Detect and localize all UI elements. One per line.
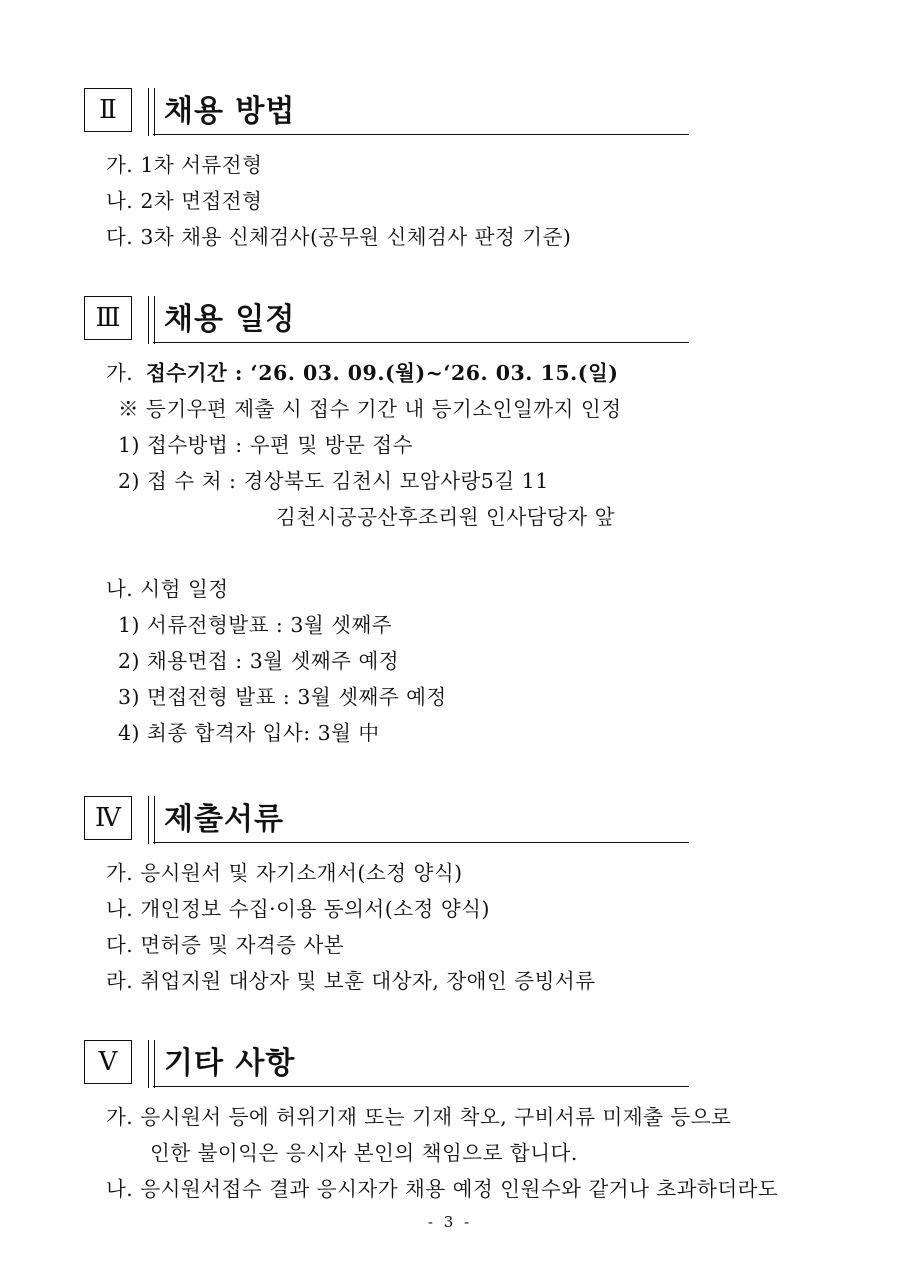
section-title: 제출서류 <box>164 802 284 837</box>
section-header-documents <box>84 796 689 848</box>
list-item-continuation: 김천시공공산후조리원 인사담당자 앞 <box>276 505 615 529</box>
section-header-method <box>84 88 689 140</box>
list-item: 2) 채용면접 : 3월 셋째주 예정 <box>118 649 400 673</box>
section-number-box: Ⅲ <box>84 296 132 340</box>
list-item: 가. 응시원서 및 자기소개서(소정 양식) <box>106 861 463 885</box>
list-item: 라. 취업지원 대상자 및 보훈 대상자, 장애인 증빙서류 <box>106 969 596 993</box>
application-period: 접수기간 : ‘26. 03. 09.(월)~‘26. 03. 15.(일) <box>146 361 619 385</box>
section-title: 채용 방법 <box>164 94 296 129</box>
section-divider-bar <box>148 796 155 844</box>
list-item: 나. 시험 일정 <box>106 577 229 601</box>
list-item: 나. 개인정보 수집·이용 동의서(소정 양식) <box>106 897 490 921</box>
section-underline <box>153 342 689 343</box>
list-item: 나. 2차 면접전형 <box>106 189 263 213</box>
list-item: 나. 응시원서접수 결과 응시자가 채용 예정 인원수와 같거나 초과하더라도 <box>106 1177 779 1201</box>
list-item: 가. 응시원서 등에 허위기재 또는 기재 착오, 구비서류 미제출 등으로 <box>106 1105 732 1129</box>
list-item: 다. 3차 채용 신체검사(공무원 신체검사 판정 기준) <box>106 225 572 249</box>
section-header-misc <box>84 1040 689 1092</box>
section-underline <box>153 1086 689 1087</box>
section-divider-bar <box>148 296 155 344</box>
section-title: 기타 사항 <box>164 1046 296 1081</box>
list-item-marker: 가. <box>106 361 134 385</box>
list-item: 3) 면접전형 발표 : 3월 셋째주 예정 <box>118 685 447 709</box>
section-header-schedule <box>84 296 689 348</box>
list-item: 4) 최종 합격자 입사: 3월 中 <box>118 721 380 745</box>
list-item: 가. 1차 서류전형 <box>106 153 263 177</box>
section-title: 채용 일정 <box>164 302 296 337</box>
list-item: 다. 면허증 및 자격증 사본 <box>106 933 345 957</box>
section-divider-bar <box>148 88 155 136</box>
note-item: ※ 등기우편 제출 시 접수 기간 내 등기소인일까지 인정 <box>118 397 622 421</box>
list-item: 1) 접수방법 : 우편 및 방문 접수 <box>118 433 413 457</box>
section-underline <box>153 842 689 843</box>
section-number-box: Ⅱ <box>84 88 132 132</box>
list-item-continuation: 인한 불이익은 응시자 본인의 책임으로 합니다. <box>150 1141 578 1165</box>
list-item: 2) 접 수 처 : 경상북도 김천시 모암사랑5길 11 <box>118 469 549 493</box>
list-item: 1) 서류전형발표 : 3월 셋째주 <box>118 613 393 637</box>
section-number-box: Ⅴ <box>84 1040 132 1084</box>
section-underline <box>153 134 689 135</box>
section-number-box: Ⅳ <box>84 796 132 840</box>
page-number: - 3 - <box>427 1213 473 1231</box>
section-divider-bar <box>148 1040 155 1088</box>
